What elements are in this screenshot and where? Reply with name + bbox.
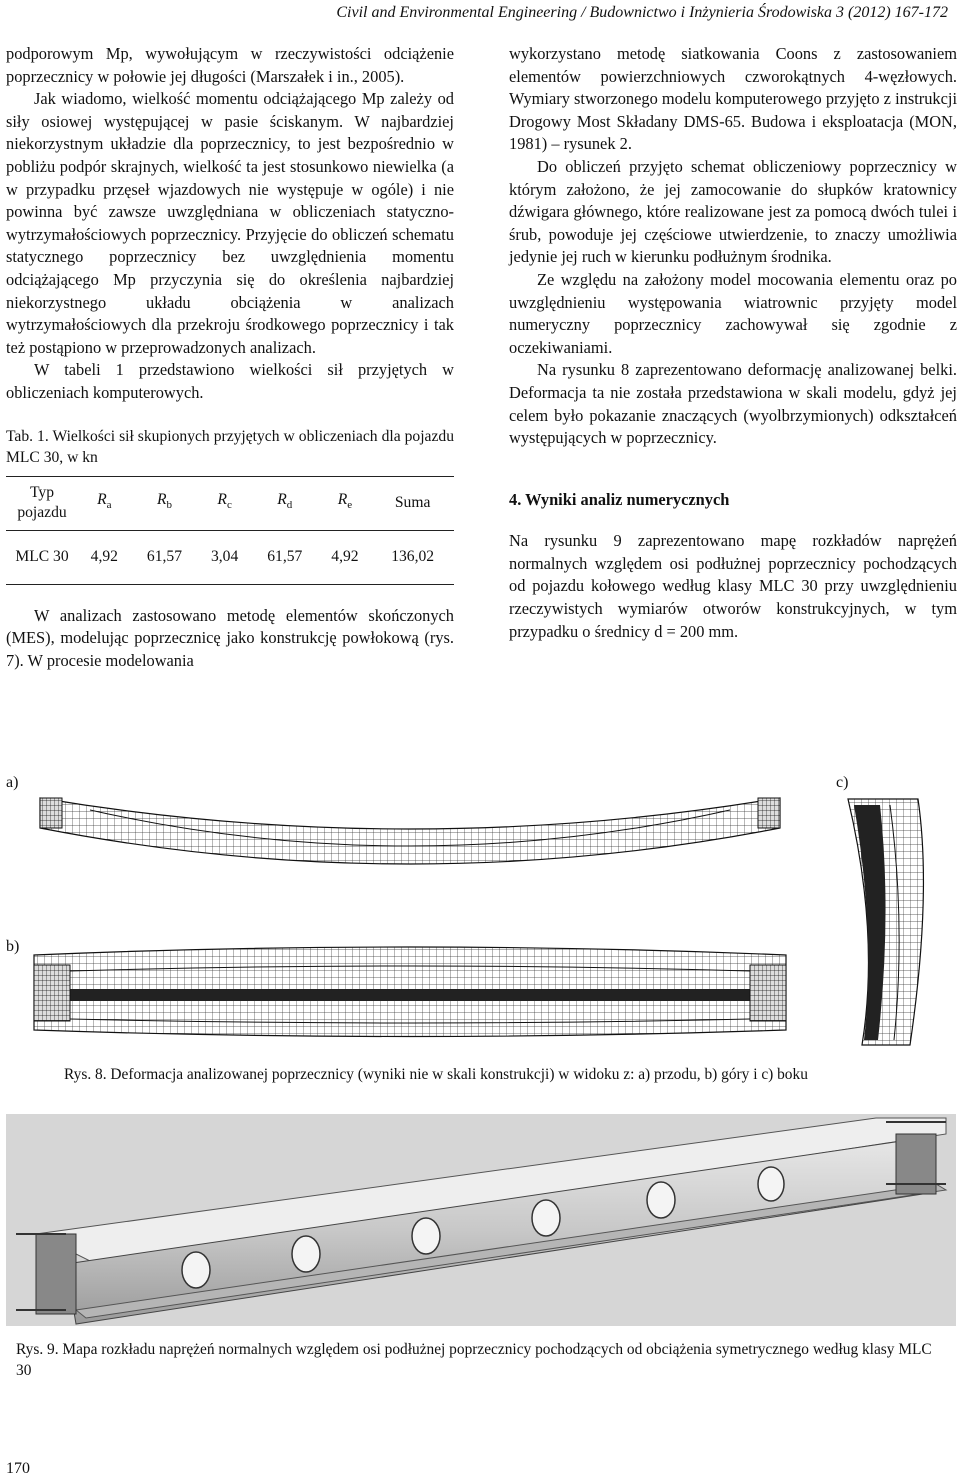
section-heading: 4. Wyniki analiz numerycznych	[509, 489, 730, 509]
page-number: 170	[6, 1460, 30, 1477]
header-rd: $R_d$	[277, 491, 293, 512]
cell-rd: 61,57	[267, 548, 303, 565]
paragraph: wykorzystano metodę siatkowania Coons z zastosowaniem elementów powierzchniowych czworokątnych 4-węzłowych. Wymiary stworzonego modelu komputerowego przyjęto z instrukcji Drogowy Most Składany DMS-65. Budowa i eksploatacja (MON, 1981) – rysunek 2.	[509, 44, 957, 154]
paragraph: Jak wiadomo, wielkość momentu odciążającego Mp zależy od siły osiowej występującej w pasie ściskanym. W najbardziej niekorzystnym układzie dla poprzecznicy, to jest bezpośrednio w pobliżu podpór skrajnych, wielkość ta jest stosunkowo niewielka (a w przypadku przęseł wjazdowych nie występuje w ogóle) i nie powinna być zawsze uwzględniana w obliczeniach statyczno-wytrzymałościowych poprzecznicy. Przyjęcie do obliczeń schematu statycznego poprzecznicy bez uwzględnienia momentu odciążającego Mp przyczynia się do określenia najbardziej niekorzystnego układu obciążenia w analizach wytrzymałościowych dla przekroju środkowego poprzecznicy i tak też postąpiono w przeprowadzonych analizach.	[6, 89, 454, 357]
figure-label-c: c)	[836, 774, 849, 791]
header-vehicle-type: Typ pojazdu	[17, 484, 67, 521]
header-ra: $R_a$	[97, 491, 112, 512]
figure-9-caption: Rys. 9. Mapa rozkładu naprężeń normalnych względem osi podłużnej poprzecznicy pochodzących od obciążenia symetrycznego według klasy MLC 30	[16, 1341, 932, 1379]
paragraph: Na rysunku 9 zaprezentowano mapę rozkładów naprężeń normalnych względem osi podłużnej poprzecznicy pochodzących od pojazdu kołowego według klasy MLC 30 przy uwzględnieniu rzeczywistych wymiarów otworów konstrukcyjnych, w tym przypadku o średnicy d = 200 mm.	[509, 531, 957, 641]
running-header: Civil and Environmental Engineering / Budownictwo i Inżynieria Środowiska 3 (2012) 167-172	[336, 4, 948, 21]
cell-rc: 3,04	[210, 548, 239, 565]
paragraph: Ze względu na założony model mocowania elementu oraz po uwzględnieniu występowania wiatrownic przyjęty model numeryczny poprzecznicy zachowywał się zgodnie z oczekiwaniami.	[509, 269, 957, 357]
cell-sum: 136,02	[391, 548, 435, 565]
header-sum: Suma	[394, 494, 431, 511]
deformed-beam-top-view	[30, 935, 790, 1055]
header-re: $R_e$	[337, 491, 353, 512]
figure-label-a: a)	[6, 774, 19, 791]
left-column	[6, 43, 454, 672]
figure-8-caption: Rys. 8. Deformacja analizowanej poprzecznicy (wyniki nie w skali konstrukcji) w widoku z: a) przodu, b) góry i c) boku	[64, 1066, 808, 1083]
deformed-beam-side-view	[840, 795, 950, 1055]
paragraph: W tabeli 1 przedstawiono wielkości sił przyjętych w obliczeniach komputerowych.	[6, 360, 454, 402]
cell-rb: 61,57	[146, 548, 183, 565]
header-rc: $R_c$	[217, 491, 232, 512]
right-column	[509, 43, 957, 643]
forces-table	[6, 476, 454, 585]
cell-re: 4,92	[331, 548, 359, 565]
paragraph: W analizach zastosowano metodę elementów skończonych (MES), modelując poprzecznicę jako konstrukcję powłokową (rys. 7). W procesie modelowania	[6, 605, 454, 670]
paragraph: podporowym Mp, wywołującym w rzeczywistości odciążenie poprzecznicy w połowie jej długości (Marszałek i in., 2005).	[6, 44, 454, 86]
header-rb: $R_b$	[156, 491, 172, 512]
table-caption: Tab. 1. Wielkości sił skupionych przyjętych w obliczeniach dla pojazdu MLC 30, w kn	[6, 427, 454, 466]
figure-label-b: b)	[6, 938, 20, 955]
stress-distribution-map	[6, 1114, 956, 1326]
cell-ra: 4,92	[90, 548, 118, 565]
cell-vehicle-type: MLC 30	[15, 548, 69, 565]
table-row	[6, 530, 454, 584]
deformed-beam-front-view	[30, 790, 790, 930]
table-header-row	[6, 476, 454, 530]
paragraph: Na rysunku 8 zaprezentowano deformację analizowanej belki. Deformacja ta nie została przedstawiona w skali modelu, gdyż jej celem było pokazanie znaczących (wyolbrzymionych) odkształceń występujących w poprzecznicy.	[509, 360, 957, 448]
paragraph: Do obliczeń przyjęto schemat obliczeniowy poprzecznicy w którym założono, że jej zamocowanie do słupków kratownicy dźwigara głównego, które realizowane jest za pomocą dwóch tulei i śrub, powoduje jej częściowe utwierdzenie, to znaczy umożliwia jedynie jej ruch w kierunku podłużnym środnika.	[509, 156, 957, 267]
